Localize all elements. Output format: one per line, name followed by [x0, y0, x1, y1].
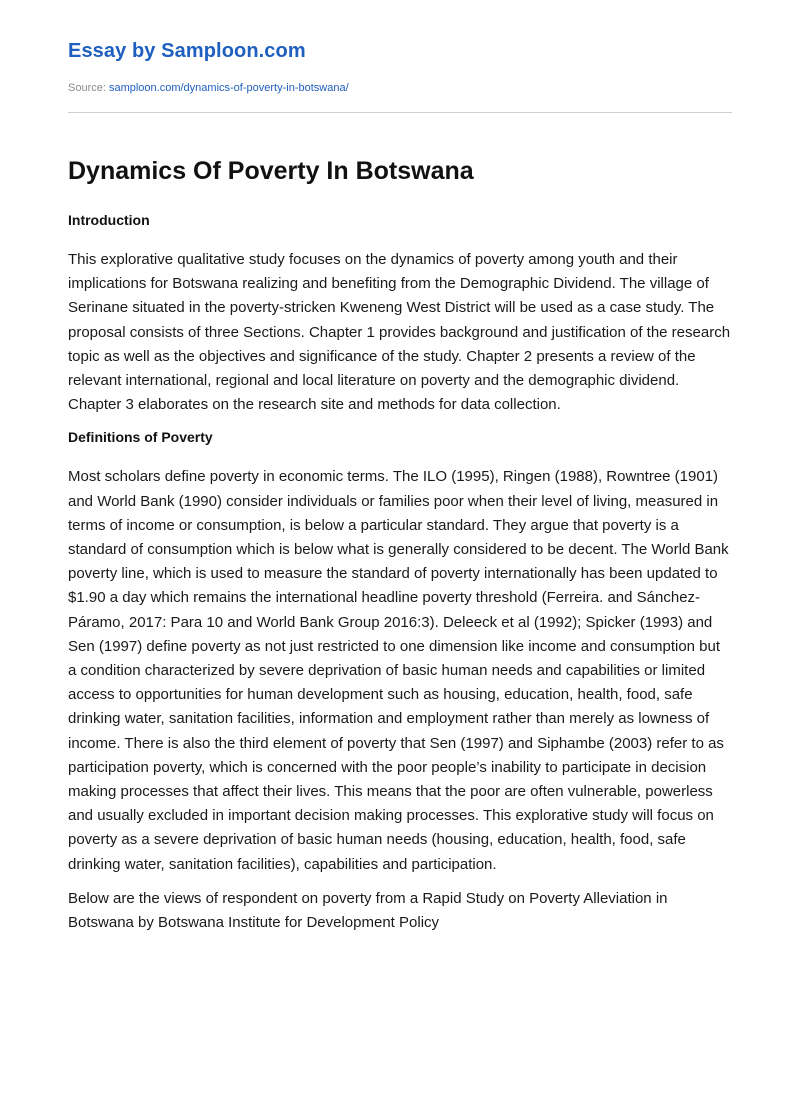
page-title: Dynamics Of Poverty In Botswana	[68, 157, 474, 185]
source-link[interactable]: samploon.com/dynamics-of-poverty-in-botswana/	[108, 82, 349, 94]
section-heading-definitions: Definitions of Poverty	[68, 429, 213, 446]
source-line	[68, 82, 349, 94]
header-divider	[68, 112, 732, 113]
introduction-paragraph: This explorative qualitative study focuses on the dynamics of poverty among youth and their implications for Botswana realizing and benefiting from the Demographic Dividend. The village of Serinane situated in the poverty-stricken Kweneng West District will be used as a case study. The proposal consists of three Sections. Chapter 1 provides background and justification of the research topic as well as the objectives and significance of the study. Chapter 2 presents a review of the relevant international, regional and local literature on poverty and the demographic dividend. Chapter 3 elaborates on the research site and methods for data collection.	[68, 251, 731, 414]
essay-body	[68, 210, 732, 945]
respondent-views-paragraph: Below are the views of respondent on poverty from a Rapid Study on Poverty Alleviation in Botswana by Botswana Institute for Development Policy	[68, 889, 668, 932]
site-brand[interactable]: Essay by Samploon.com	[68, 40, 306, 62]
section-heading-introduction: Introduction	[68, 212, 150, 228]
definitions-paragraph: Most scholars define poverty in economic terms. The ILO (1995), Ringen (1988), Rowntree (1901) and World Bank (1990) consider individuals or families poor when their level of living, measured in terms of income or consumption, is below a particular standard. They argue that poverty is a standard of consumption which is below what is generally considered to be decent. The World Bank poverty line, which is used to measure the standard of poverty internationally has been updated to $1.90 a day which remains the international headline poverty threshold (Ferreira. and Sánchez-Páramo, 2017: Para 10 and World Bank Group 2016:3). Deleeck et al (1992); Spicker (1993) and Sen (1997) define poverty as not just restricted to one dimension like income and consumption but a condition characterized by severe deprivation of basic human needs and capabilities or limited access to opportunities for human development such as housing, education, health, food, safe drinking water, sanitation facilities, information and employment rather than merely as lowness of income. There is also the third element of poverty that Sen (1997) and Siphambe (2003) refer to as participation poverty, which is concerned with the poor people’s inability to participate in decision making processes that affect their lives. This means that the poor are often vulnerable, powerless and usually excluded in important decision making processes. This explorative study will focus on poverty as a severe deprivation of basic human needs (housing, education, health, food, safe drinking water, sanitation facilities), capabilities and participation.	[68, 468, 729, 873]
source-label: Source:	[68, 82, 109, 94]
